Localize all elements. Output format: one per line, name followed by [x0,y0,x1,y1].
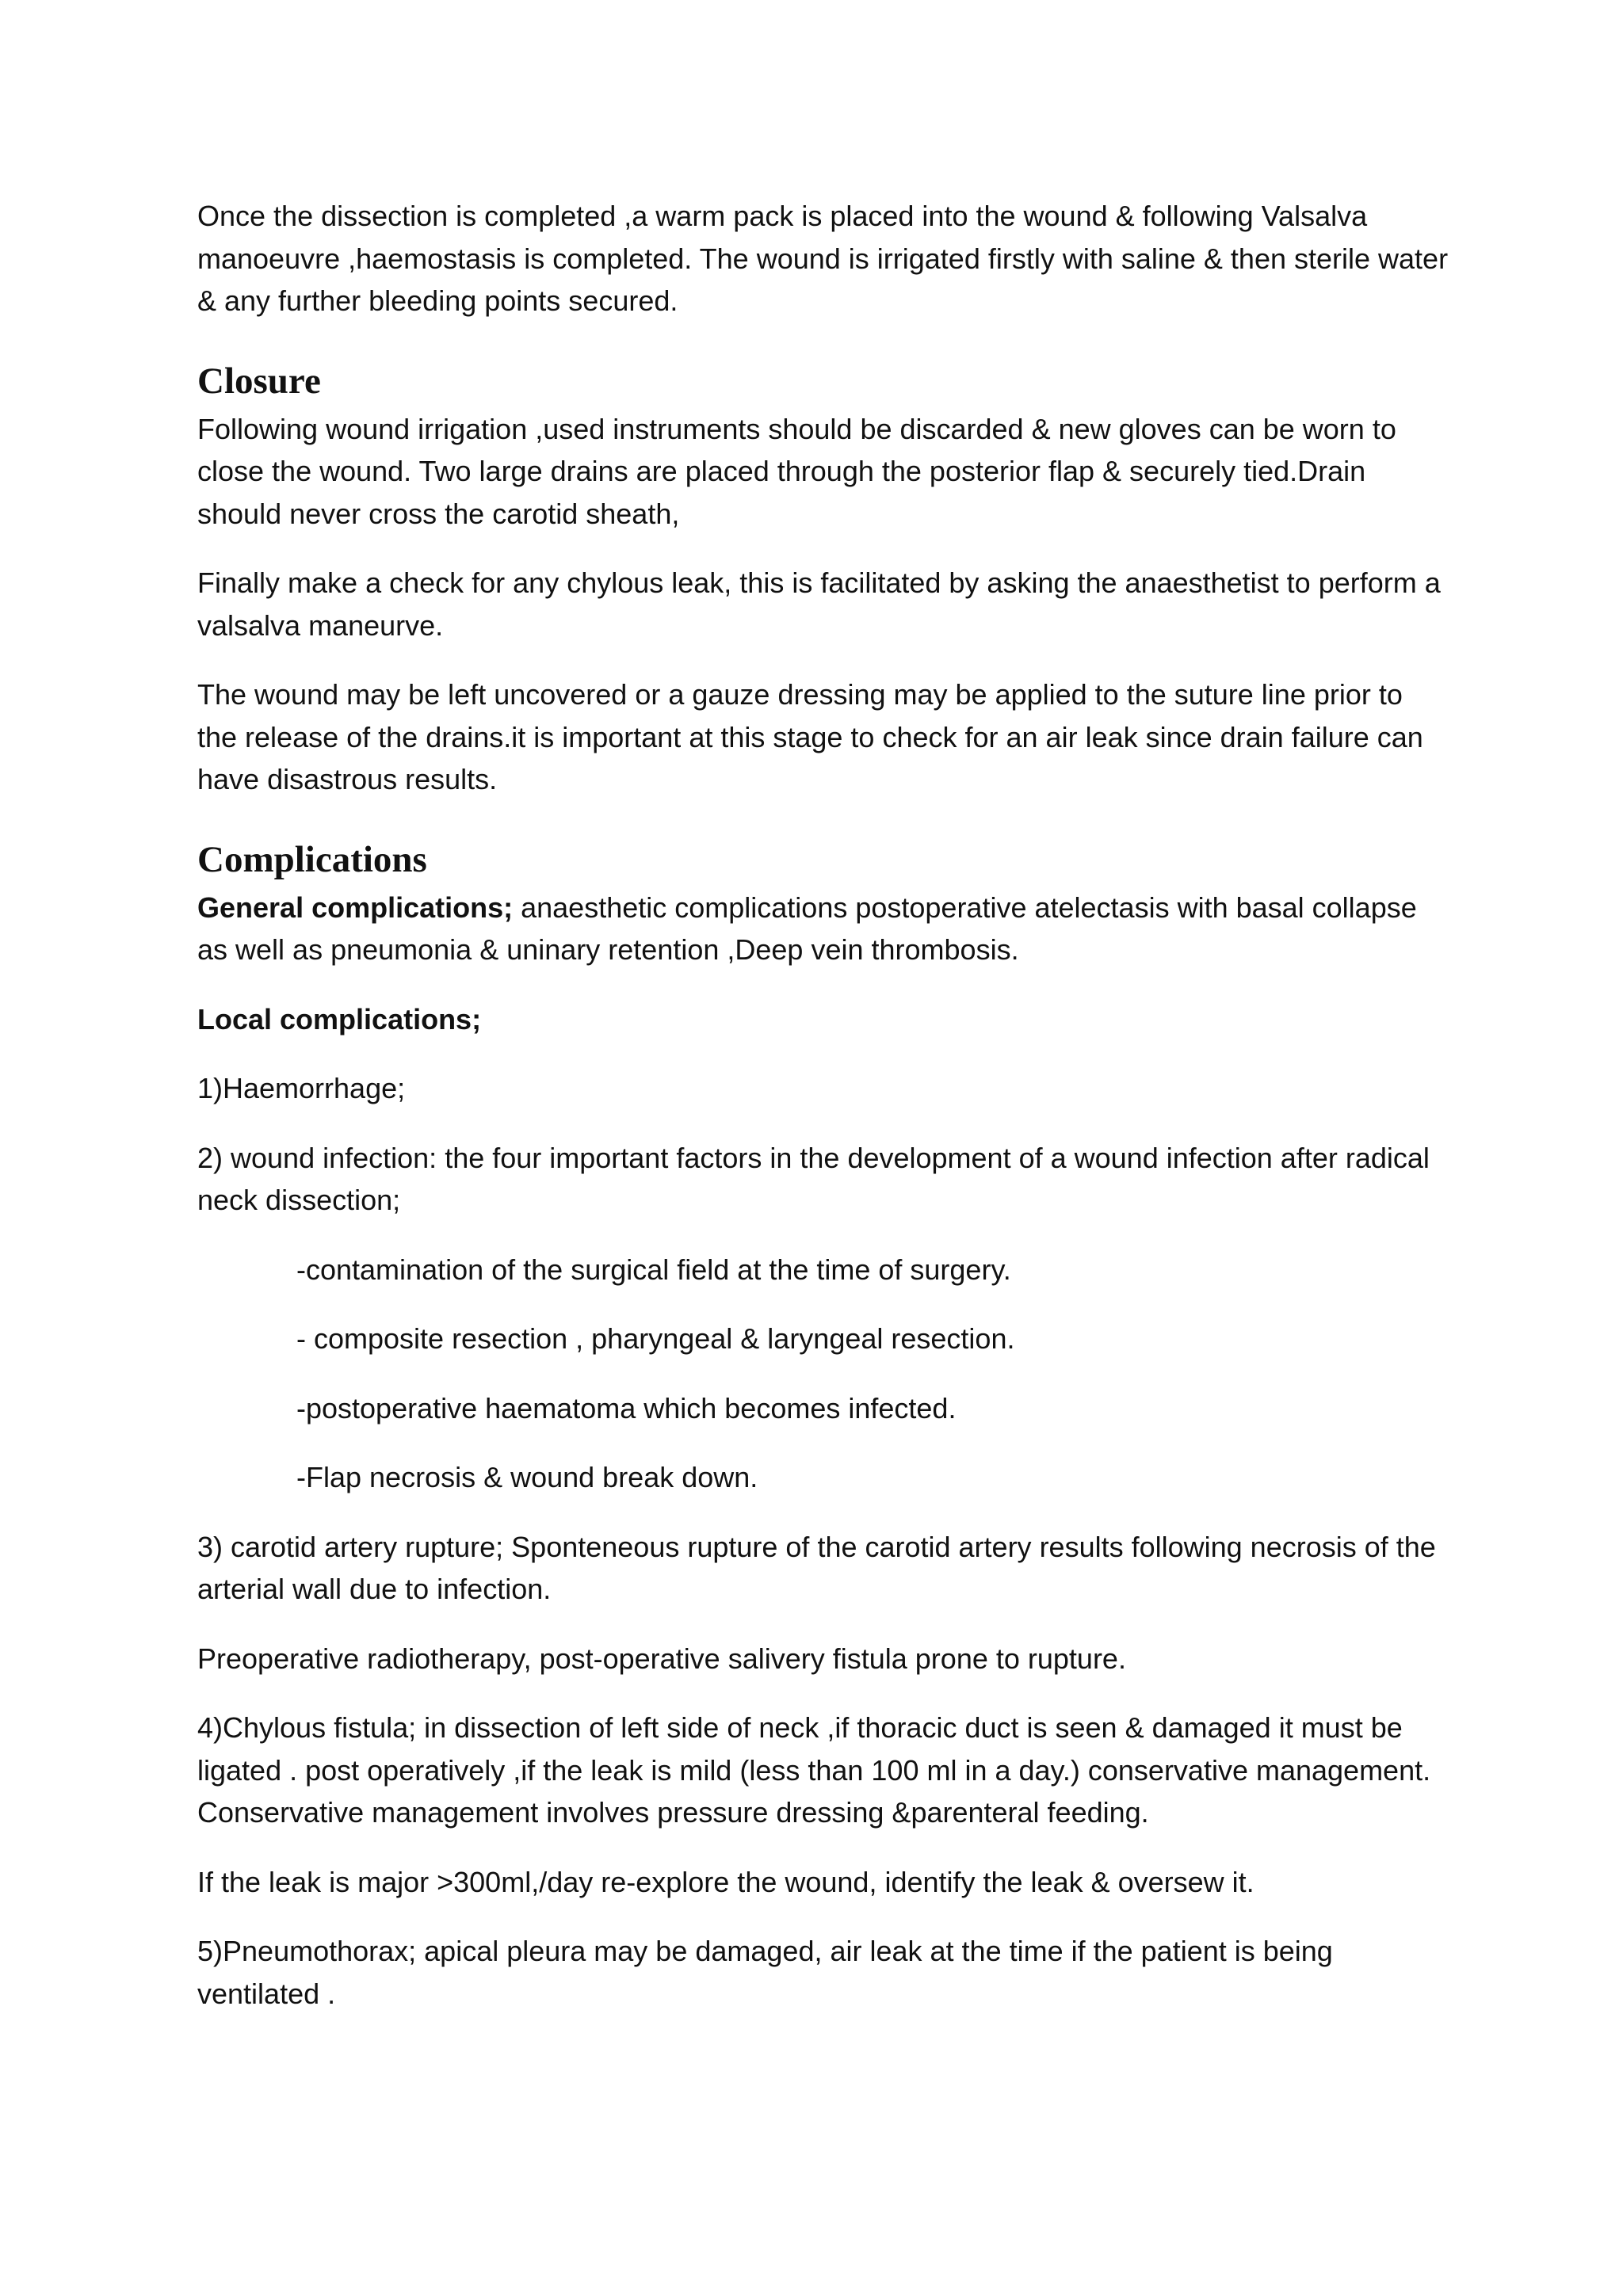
infection-factor-4: -Flap necrosis & wound break down. [296,1461,758,1493]
closure-paragraph-3: The wound may be left uncovered or a gauze dressing may be applied to the suture line prior to the release of the drains.it is important at this stage to check for an air leak since drain failure can have disastrous results. [197,678,1423,795]
complications-heading: Complications [197,838,427,880]
infection-factor-1: -contamination of the surgical field at the time of surgery. [296,1253,1011,1286]
closure-paragraph-2: Finally make a check for any chylous leak, this is facilitated by asking the anaesthetist to perform a valsalva maneurve. [197,566,1441,642]
complication-item-2: 2) wound infection: the four important factors in the development of a wound infection after radical neck dissection; [197,1141,1430,1216]
local-complications-label: Local complications; [197,1002,482,1035]
general-complications-paragraph [197,887,1449,971]
infection-factor-2: - composite resection , pharyngeal & laryngeal resection. [296,1322,1015,1355]
closure-paragraph-1: Following wound irrigation ,used instruments should be discarded & new gloves can be worn to close the wound. Two large drains are placed through the posterior flap & securely tied.Drain should never cross the carotid sheath, [197,412,1396,530]
complication-item-5: 5)Pneumothorax; apical pleura may be damaged, air leak at the time if the patient is being ventilated . [197,1935,1333,2010]
intro-paragraph: Once the dissection is completed ,a warm pack is placed into the wound & following Valsalva manoeuvre ,haemostasis is completed. The wound is irrigated firstly with saline & then sterile water & any further bleeding points secured. [197,200,1449,317]
complication-item-3: 3) carotid artery rupture; Sponteneous rupture of the carotid artery results following necrosis of the arterial wall due to infection. [197,1530,1436,1605]
complication-item-3-note: Preoperative radiotherapy, post-operative salivery fistula prone to rupture. [197,1642,1126,1675]
complication-item-4-note: If the leak is major >300ml,/day re-explore the wound, identify the leak & oversew it. [197,1865,1254,1898]
general-complications-label: General complications; [197,891,514,924]
general-complications-text: anaesthetic complications postoperative atelectasis with basal collapse as well as pneumonia & uninary retention ,Deep vein thrombosis. [197,891,1417,966]
complication-item-4: 4)Chylous fistula; in dissection of left side of neck ,if thoracic duct is seen & damaged it must be ligated . post operatively ,if the leak is mild (less than 100 ml in a day.) conservative management. Conservative management involves pressure dressing &parenteral feeding. [197,1711,1431,1829]
complication-item-1: 1)Haemorrhage; [197,1072,406,1104]
closure-heading: Closure [197,360,321,402]
document-page [197,195,1449,2042]
infection-factor-3: -postoperative haematoma which becomes infected. [296,1391,957,1425]
